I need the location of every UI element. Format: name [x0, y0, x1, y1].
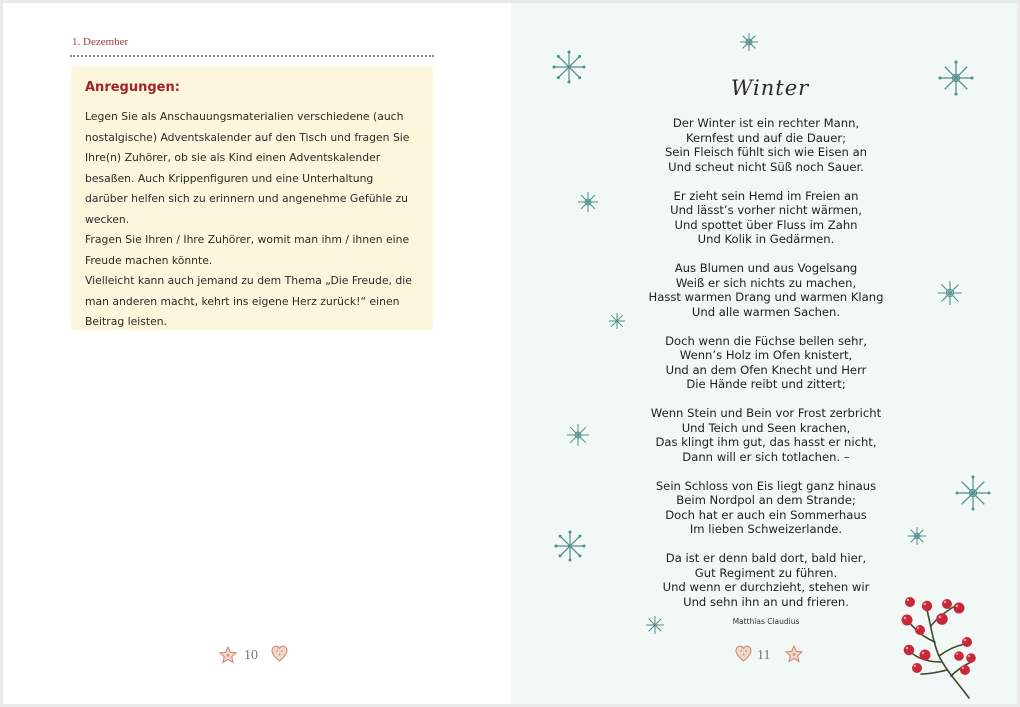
- poem-line: Beim Nordpol an dem Strande;: [676, 493, 856, 507]
- poem-stanza: [611, 551, 921, 609]
- poem-line: Sein Schloss von Eis liegt ganz hinaus: [655, 478, 877, 493]
- poem-line: Doch hat er auch ein Sommerhaus: [665, 507, 867, 522]
- poem-title: Winter: [730, 76, 810, 100]
- snowflake-icon: [936, 279, 964, 307]
- poem-line: Und wenn er durchzieht, stehen wir: [662, 580, 870, 594]
- poem-line: Kernfest und auf die Dauer;: [685, 130, 847, 145]
- poem-line: Hasst warmen Drang und warmen Klang: [648, 290, 884, 304]
- heart-ornament-icon: [735, 645, 752, 663]
- poem-line: Und Teich und Seen krachen,: [681, 420, 851, 435]
- poem-line: Und sehn ihn an und frieren.: [683, 594, 849, 609]
- tip-paragraph: Fragen Sie Ihren / Ihre Zuhörer, womit man ihm / ihnen eine Freude machen könnte.: [85, 233, 410, 267]
- star-ornament-icon: [219, 646, 237, 664]
- poem-stanza: [611, 406, 921, 464]
- poem-line: Dann will er sich totlachen. –: [682, 449, 850, 464]
- snowflake-icon: [554, 530, 586, 562]
- poem-stanza: [611, 116, 921, 174]
- snowflake-icon: [607, 311, 627, 331]
- poem: [611, 116, 921, 624]
- poem-line: Und Kolik in Gedärmen.: [697, 232, 835, 246]
- berry-branch-icon: [895, 592, 980, 700]
- poem-line: Sein Fleisch fühlt sich wie Eisen an: [664, 145, 868, 159]
- snowflake-icon: [565, 422, 591, 448]
- page-number: 10: [244, 648, 258, 663]
- snowflake-icon: [955, 475, 991, 511]
- dotted-divider: [70, 55, 434, 57]
- poem-line: Der Winter ist ein rechter Mann,: [672, 116, 860, 130]
- snowflake-icon: [552, 50, 586, 84]
- poem-author: Matthias Claudius: [732, 617, 800, 626]
- snowflake-icon: [576, 190, 600, 214]
- tip-paragraph: Legen Sie als Anschauungsmaterialien verschiedene (auch nostalgische) Adventskalender auf den Tisch und fragen Sie Ihre(n) Zuhörer, ob sie als Kind einen Adventskalender besaßen. Auch Krippenfiguren und eine Unterhaltung darüber helfen sich zu erinnern und angenehme Gefühle zu wecken.: [85, 110, 410, 226]
- poem-line: Weiß er sich nichts zu machen,: [675, 275, 857, 290]
- snowflake-icon: [644, 614, 666, 636]
- poem-line: Und an dem Ofen Knecht und Herr: [665, 362, 867, 377]
- poem-line: Doch wenn die Füchse bellen sehr,: [665, 333, 867, 348]
- poem-line: Und lässt’s vorher nicht wärmen,: [670, 203, 862, 217]
- tip-heading: Anregungen:: [85, 80, 180, 95]
- poem-line: Er zieht sein Hemd im Freien an: [673, 188, 859, 203]
- tip-box: [71, 66, 433, 330]
- poem-line: Gut Regiment zu führen.: [694, 565, 838, 580]
- poem-line: Wenn’s Holz im Ofen knistert,: [679, 348, 853, 362]
- snowflake-icon: [938, 60, 974, 96]
- heart-ornament-icon: [271, 645, 288, 663]
- star-ornament-icon: [785, 645, 803, 663]
- snowflake-icon: [906, 525, 928, 547]
- poem-line: Und alle warmen Sachen.: [691, 304, 841, 319]
- poem-line: Und scheut nicht Süß noch Sauer.: [668, 159, 864, 174]
- poem-line: Aus Blumen und aus Vogelsang: [674, 261, 858, 275]
- tip-paragraph: Vielleicht kann auch jemand zu dem Thema „Die Freude, die man anderen macht, kehrt ins eigene Herz zurück!“ einen Beitrag leisten.: [85, 274, 412, 328]
- poem-line: Im lieben Schweizerlande.: [689, 522, 843, 536]
- poem-line: Die Hände reibt und zittert;: [686, 377, 846, 391]
- poem-stanza: [611, 261, 921, 319]
- page-number: 11: [757, 648, 771, 663]
- poem-line: Da ist er denn bald dort, bald hier,: [665, 551, 867, 565]
- poem-stanza: [611, 189, 921, 247]
- poem-line: Das klingt ihm gut, das hasst er nicht,: [655, 435, 877, 449]
- poem-stanza: [611, 479, 921, 537]
- poem-line: Und spottet über Fluss im Zahn: [674, 217, 858, 232]
- running-head: 1. Dezember: [72, 36, 129, 48]
- poem-line: Wenn Stein und Bein vor Frost zerbricht: [650, 406, 882, 420]
- poem-stanza: [611, 334, 921, 392]
- snowflake-icon: [738, 31, 760, 53]
